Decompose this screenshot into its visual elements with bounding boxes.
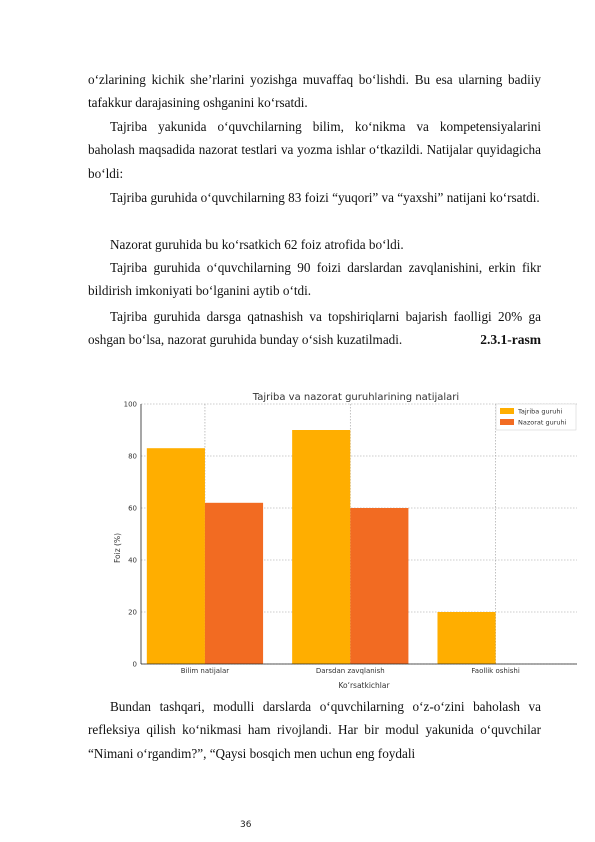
paragraph-1: o‘zlarining kichik she’rlarini yozishga muvaffaq bo‘lishdi. Bu esa ularning badiiy tafakkur darajasining oshganini ko‘rsatdi. bbox=[88, 72, 541, 111]
y-axis-label: Foiz (%) bbox=[113, 532, 122, 564]
bar-tajriba bbox=[147, 448, 205, 664]
x-tick-label: Darsdan zavqlanish bbox=[315, 667, 385, 675]
y-tick-label: 20 bbox=[128, 608, 137, 617]
y-tick-label: 60 bbox=[128, 504, 137, 513]
y-tick-label: 100 bbox=[123, 400, 137, 409]
legend-label: Nazorat guruhi bbox=[518, 418, 567, 427]
bar-chart bbox=[100, 384, 585, 692]
bar-tajriba bbox=[292, 430, 350, 664]
x-tick-label: Faollik oshishi bbox=[471, 667, 520, 675]
paragraph-4: Nazorat guruhida bu ko‘rsatkich 62 foiz atrofida bo‘ldi. bbox=[110, 237, 404, 252]
bar-nazorat bbox=[205, 503, 263, 664]
y-tick-label: 0 bbox=[132, 660, 137, 669]
y-tick-label: 40 bbox=[128, 556, 137, 565]
paragraph-3: Tajriba guruhida o‘quvchilarning 83 foizi “yuqori” va “yaxshi” natijani ko‘rsatdi. bbox=[110, 190, 540, 205]
x-tick-label: Bilim natijalar bbox=[180, 667, 230, 675]
chart-legend bbox=[496, 404, 576, 430]
paragraph-5: Tajriba guruhida o‘quvchilarning 90 foizi darslardan zavqlanishini, erkin fikr bildirish imkoniyati bo‘lganini aytib o‘tdi. bbox=[88, 260, 541, 299]
legend-swatch bbox=[500, 419, 514, 425]
y-tick-label: 80 bbox=[128, 452, 137, 461]
legend-swatch bbox=[500, 408, 514, 414]
legend-label: Tajriba guruhi bbox=[518, 407, 563, 416]
bar-tajriba bbox=[437, 612, 495, 664]
paragraph-2: Tajriba yakunida o‘quvchilarning bilim, ko‘nikma va kompetensiyalarini baholash maqsadida nazorat testlari va yozma ishlar o‘tkazildi. Natijalar quyidagicha bo‘ldi: bbox=[88, 119, 541, 181]
paragraph-7: Bundan tashqari, modulli darslarda o‘quvchilarning o‘z-o‘zini baholash va refleksiya qilish ko‘nikmasi ham rivojlandi. Har bir modul yakunida o‘quvchilar “Nimani o‘rgandim?”, “Qaysi bosqich men uchun eng foydali bbox=[88, 699, 541, 761]
x-axis-label: Ko‘rsatkichlar bbox=[338, 681, 390, 690]
chart-bars bbox=[147, 430, 496, 664]
paragraph-6: Tajriba guruhida darsga qatnashish va topshiriqlarni bajarish faolligi 20% ga oshgan bo‘lsa, nazorat guruhida bunday o‘sish kuzatilmadi. bbox=[88, 309, 541, 348]
bar-nazorat bbox=[350, 508, 408, 664]
figure-caption: 2.3.1-rasm bbox=[480, 332, 541, 347]
chart-title: Tajriba va nazorat guruhlarining natijalari bbox=[252, 392, 460, 403]
page-number: 36 bbox=[240, 820, 252, 830]
